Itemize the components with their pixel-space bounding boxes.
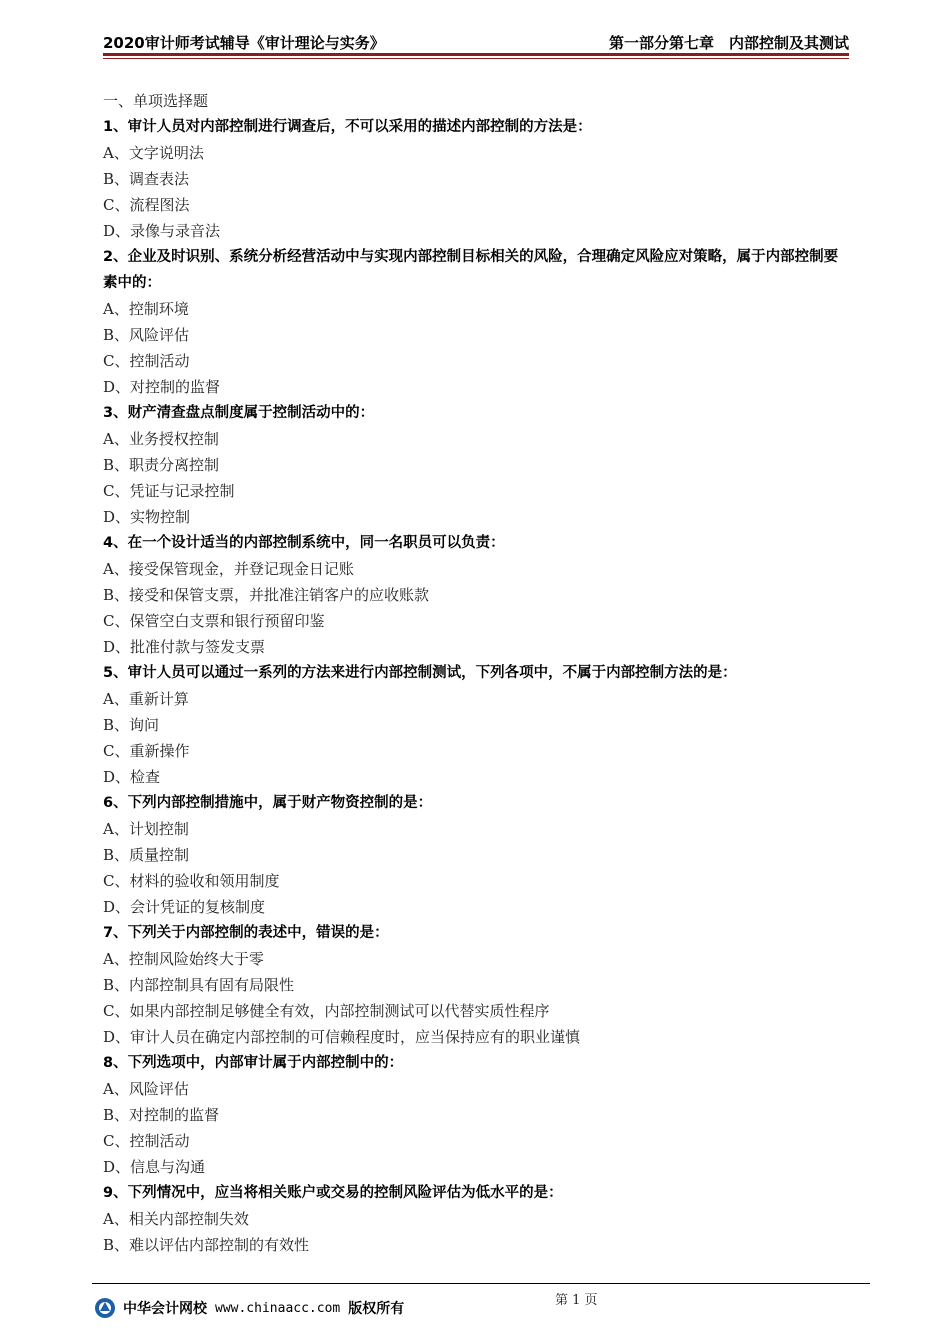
brand-name: 中华会计网校	[123, 1301, 207, 1317]
question-stem: 5、审计人员可以通过一系列的方法来进行内部控制测试，下列各项中，不属于内部控制方法的是：	[103, 665, 737, 681]
answer-option: C、控制活动	[103, 1132, 190, 1150]
answer-option: B、调查表法	[103, 170, 190, 188]
question-stem: 1、审计人员对内部控制进行调查后，不可以采用的描述内部控制的方法是：	[103, 119, 592, 135]
answer-option: A、相关内部控制失效	[103, 1210, 249, 1228]
answer-option: A、重新计算	[103, 690, 189, 708]
answer-option: A、业务授权控制	[103, 430, 219, 448]
answer-option: D、审计人员在确定内部控制的可信赖程度时，应当保持应有的职业谨慎	[103, 1028, 581, 1046]
answer-option: C、控制活动	[103, 352, 190, 370]
answer-option: B、询问	[103, 716, 160, 734]
answer-option: A、计划控制	[103, 820, 189, 838]
answer-option: D、信息与沟通	[103, 1158, 206, 1176]
header-title: 2020审计师考试辅导《审计理论与实务》	[103, 34, 385, 52]
answer-option: C、保管空白支票和银行预留印鉴	[103, 612, 325, 630]
page-number: 第 1 页	[555, 1293, 598, 1308]
answer-option: B、接受和保管支票，并批准注销客户的应收账款	[103, 586, 430, 604]
footer-rule	[92, 1283, 870, 1284]
brand-url[interactable]: www.chinaacc.com	[215, 1300, 341, 1316]
answer-option: C、流程图法	[103, 196, 190, 214]
question-stem: 2、企业及时识别、系统分析经营活动中与实现内部控制目标相关的风险，合理确定风险应对策略，属于内部控制要素中的：	[103, 249, 839, 291]
answer-option: D、对控制的监督	[103, 378, 221, 396]
answer-option: C、重新操作	[103, 742, 190, 760]
answer-option: B、对控制的监督	[103, 1106, 220, 1124]
question-stem: 8、下列选项中，内部审计属于内部控制中的：	[103, 1055, 404, 1071]
answer-option: C、如果内部控制足够健全有效，内部控制测试可以代替实质性程序	[103, 1002, 550, 1020]
answer-option: D、会计凭证的复核制度	[103, 898, 266, 916]
answer-option: B、质量控制	[103, 846, 190, 864]
logo-icon	[94, 1297, 116, 1319]
question-stem: 6、下列内部控制措施中，属于财产物资控制的是：	[103, 795, 433, 811]
question-stem: 9、下列情况中，应当将相关账户或交易的控制风险评估为低水平的是：	[103, 1185, 563, 1201]
answer-option: D、实物控制	[103, 508, 191, 526]
answer-option: B、内部控制具有固有局限性	[103, 976, 295, 994]
header-rule-thick	[103, 53, 849, 56]
answer-option: D、录像与录音法	[103, 222, 221, 240]
question-stem: 4、在一个设计适当的内部控制系统中，同一名职员可以负责：	[103, 535, 505, 551]
answer-option: C、凭证与记录控制	[103, 482, 235, 500]
brand-copyright: 版权所有	[348, 1301, 405, 1317]
answer-option: A、控制风险始终大于零	[103, 950, 264, 968]
header-chapter: 第一部分第七章 内部控制及其测试	[608, 34, 849, 52]
page-header	[103, 30, 849, 52]
section-title: 一、单项选择题	[103, 92, 209, 110]
answer-option: B、风险评估	[103, 326, 190, 344]
footer-brand	[94, 1295, 404, 1321]
answer-option: C、材料的验收和领用制度	[103, 872, 280, 890]
answer-option: A、控制环境	[103, 300, 189, 318]
answer-option: A、风险评估	[103, 1080, 189, 1098]
question-stem: 3、财产清查盘点制度属于控制活动中的：	[103, 405, 375, 421]
question-list	[103, 88, 851, 1258]
header-rule-thin	[103, 58, 849, 59]
answer-option: B、难以评估内部控制的有效性	[103, 1236, 310, 1254]
answer-option: A、文字说明法	[103, 144, 204, 162]
answer-option: B、职责分离控制	[103, 456, 220, 474]
answer-option: D、检查	[103, 768, 161, 786]
answer-option: D、批准付款与签发支票	[103, 638, 266, 656]
question-stem: 7、下列关于内部控制的表述中，错误的是：	[103, 925, 389, 941]
answer-option: A、接受保管现金，并登记现金日记账	[103, 560, 354, 578]
